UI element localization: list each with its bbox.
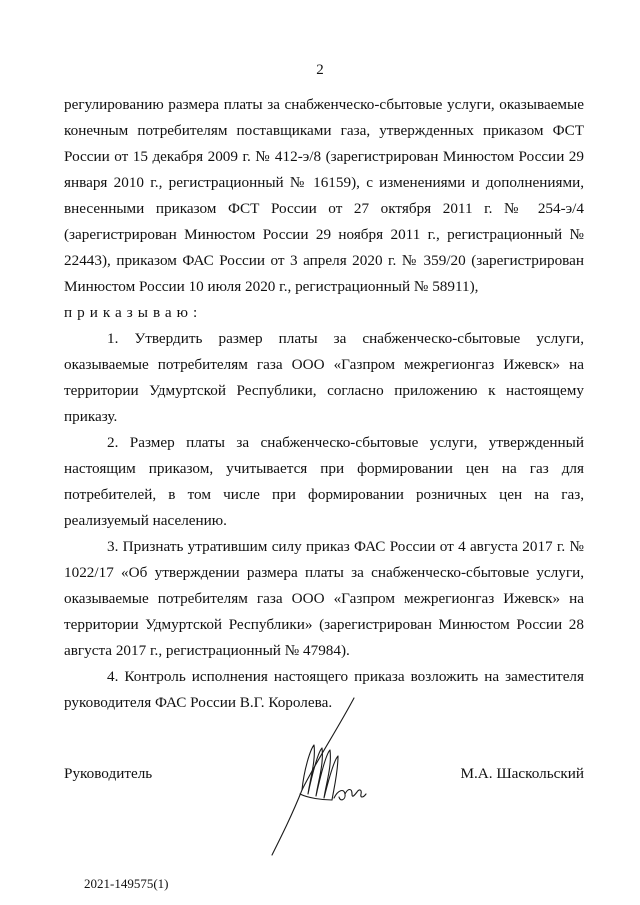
intro-paragraph: регулированию размера платы за снабженческо-сбытовые услуги, оказываемые конечным потребителям поставщиками газа, утвержденных приказом ФСТ России от 15 декабря 2009 г. № 412-э/8 (зарегистрирован Минюстом России 29 января 2010 г., регистрационный № 16159), с изменениями и дополнениями, внесенными приказом ФСТ России от 27 октября 2011 г. № 254-э/4 (зарегистрирован Минюстом России 29 ноября 2011 г., регистрационный № 22443), приказом ФАС России от 3 апреля 2020 г. № 359/20 (зарегистрирован Минюстом России 10 июля 2020 г., регистрационный № 58911),	[64, 96, 584, 295]
handwritten-signature	[262, 690, 382, 860]
page-number: 2	[316, 62, 324, 78]
order-item-3: 3. Признать утратившим силу приказ ФАС России от 4 августа 2017 г. № 1022/17 «Об утверждении размера платы за снабженческо-сбытовые услуги, оказываемые потребителям газа ООО «Газпром межрегионгаз Ижевск» на территории Удмуртской Республики» (зарегистрирован Минюстом России 28 августа 2017 г., регистрационный № 47984).	[64, 538, 584, 659]
document-id: 2021-149575(1)	[84, 876, 169, 891]
order-item-4: 4. Контроль исполнения настоящего приказа возложить на заместителя руководителя ФАС России В.Г. Королева.	[64, 668, 584, 711]
order-item-2: 2. Размер платы за снабженческо-сбытовые услуги, утвержденный настоящим приказом, учитывается при формировании цен на газ для потребителей, в том числе при формировании розничных цен на газ, реализуемый населению.	[64, 434, 584, 529]
order-word: приказываю:	[64, 304, 203, 321]
signatory-name: М.А. Шаскольский	[460, 765, 584, 782]
order-body	[64, 92, 584, 716]
order-item-1: 1. Утвердить размер платы за снабженческо-сбытовые услуги, оказываемые потребителям газа ООО «Газпром межрегионгаз Ижевск» на территории Удмуртской Республики, согласно приложению к настоящему приказу.	[64, 330, 584, 425]
signatory-role: Руководитель	[64, 765, 153, 782]
